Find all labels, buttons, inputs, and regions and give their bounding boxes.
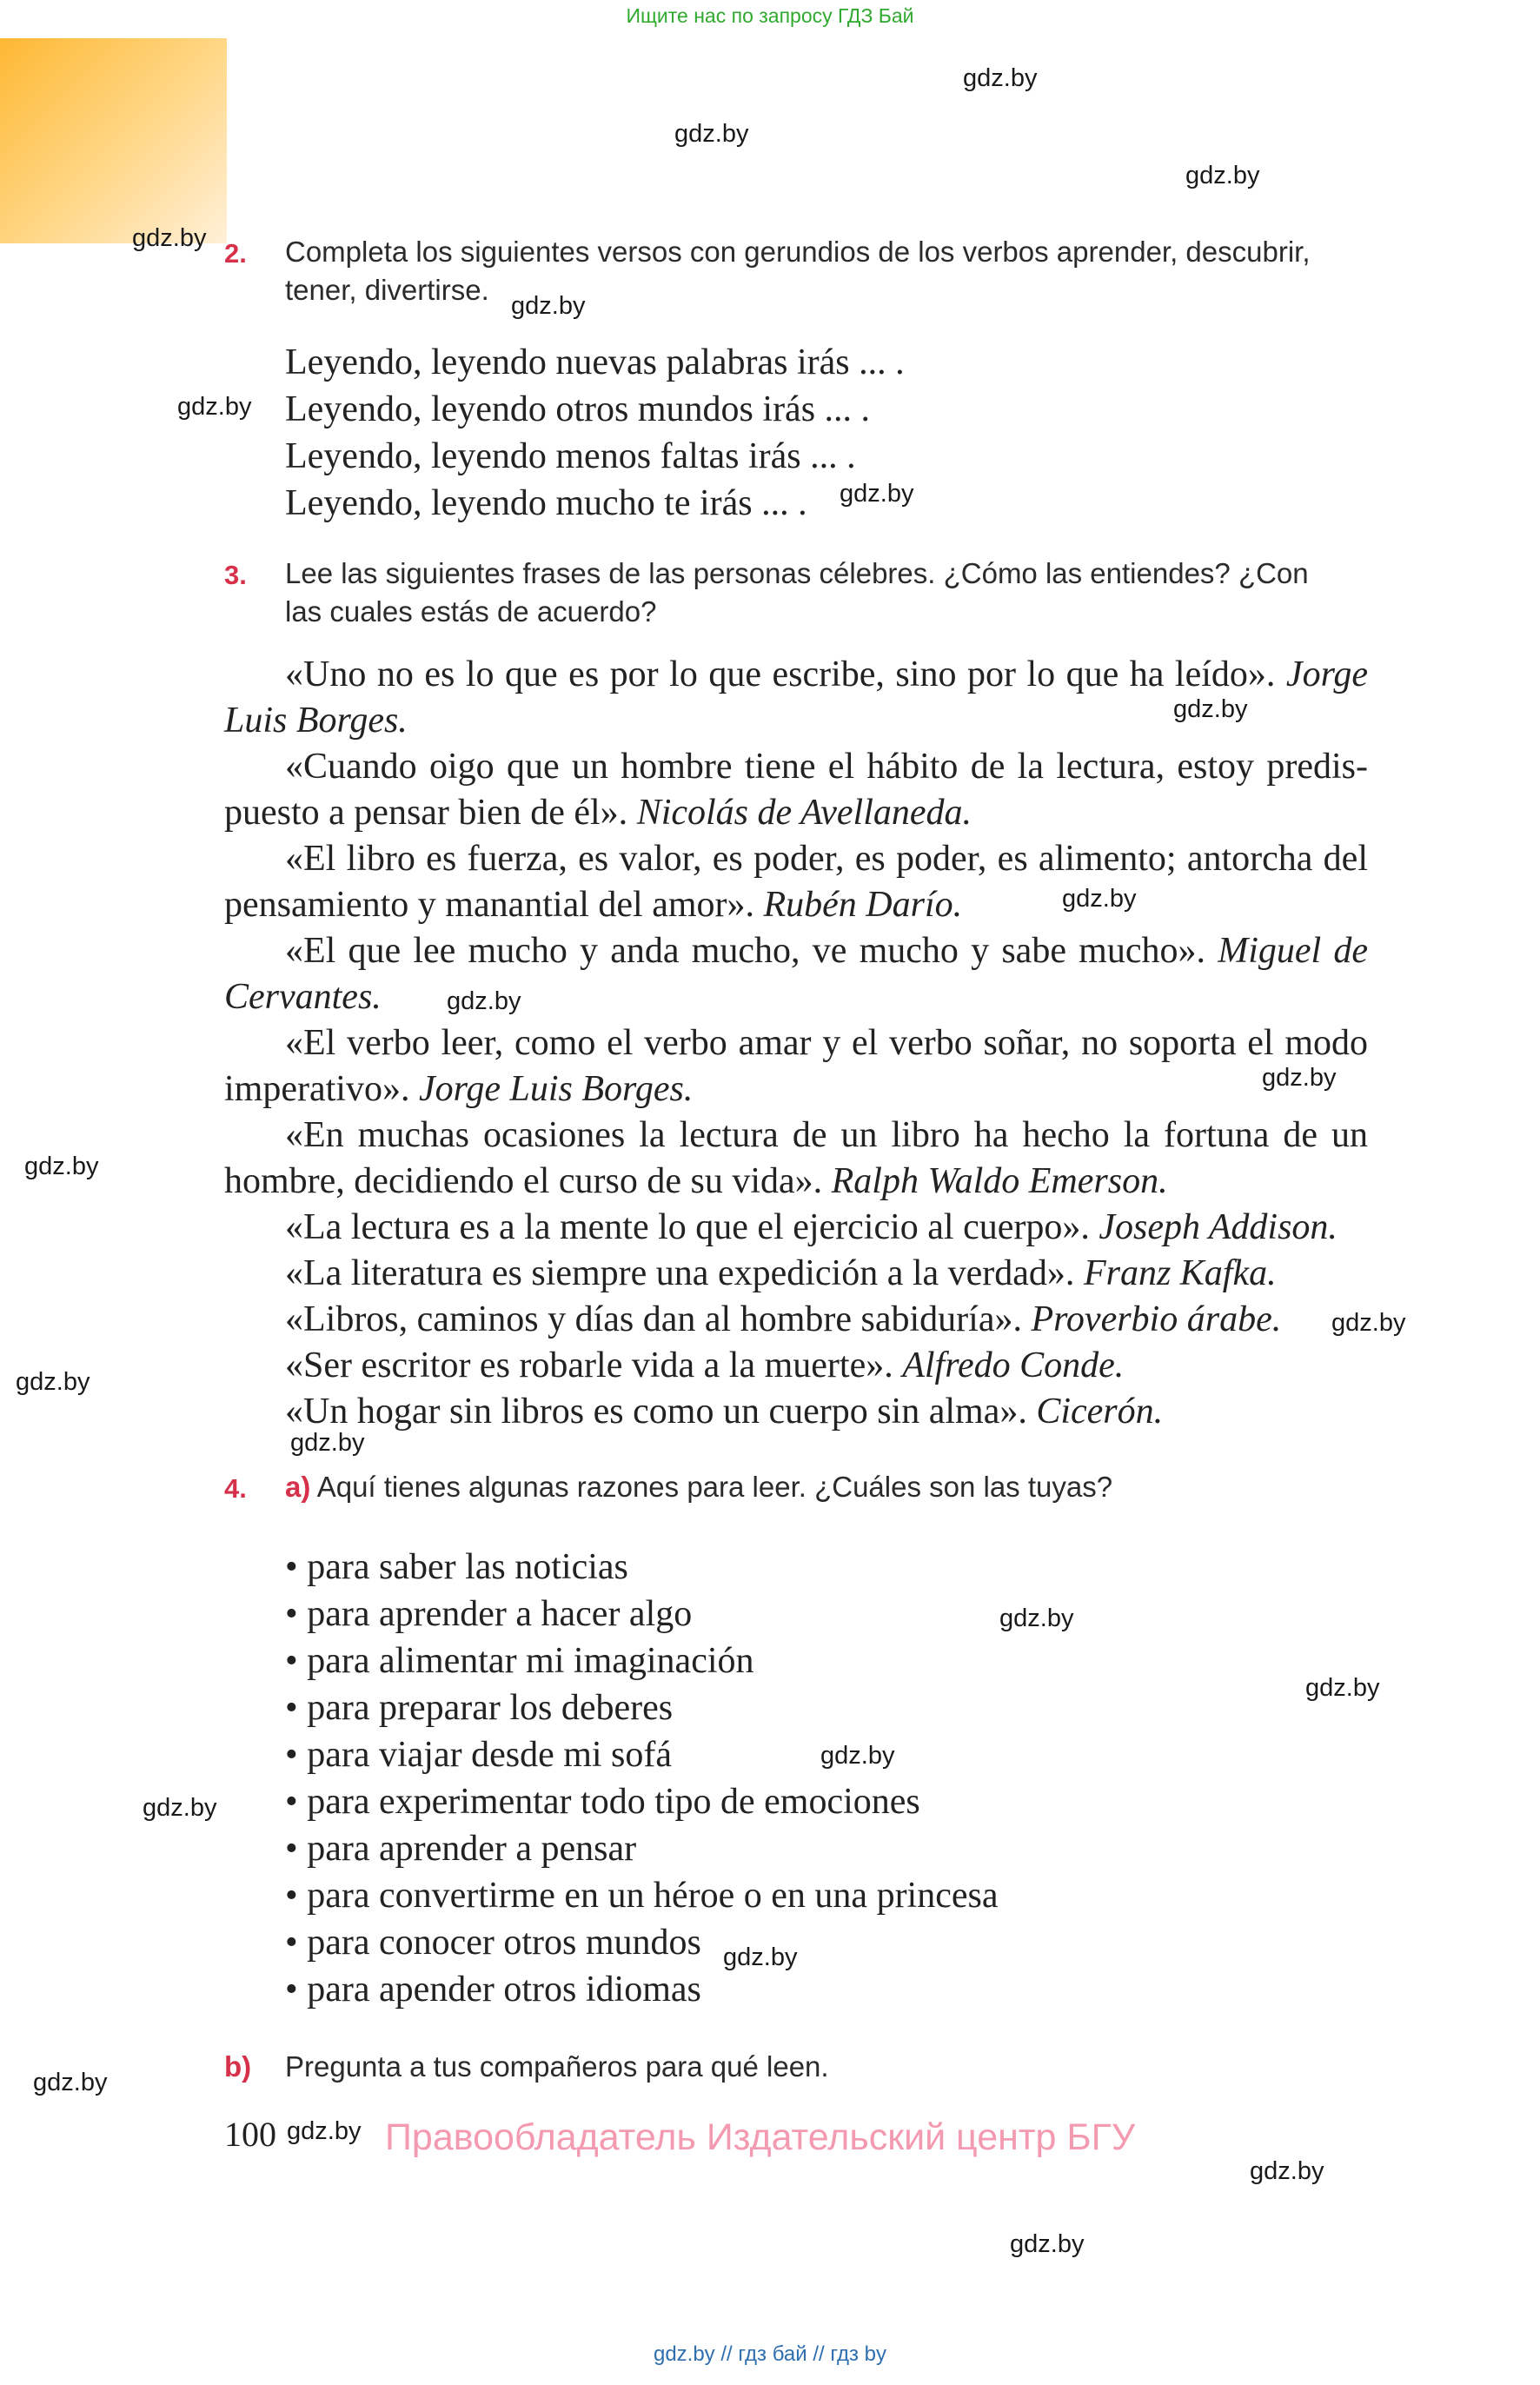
corner-decoration [0,38,227,243]
quote: «Libros, caminos y días dan al hombre sabiduría». Proverbio árabe. [285,1299,1282,1339]
watermark: gdz.by [24,1153,99,1180]
watermark: gdz.by [963,64,1038,92]
watermark: gdz.by [1331,1309,1406,1337]
watermark: gdz.by [723,1943,798,1971]
watermark: gdz.by [287,2117,362,2145]
quote: «La lectura es a la mente lo que el ejercicio al cuerpo». Joseph Addison. [285,1207,1338,1247]
watermark: gdz.by [132,224,207,252]
part-a-text: Aquí tienes algunas razones para leer. ¿Cuáles son las tuyas? [316,1471,1113,1503]
quote: «El libro es fuerza, es valor, es poder, es poder, es alimento; antorcha del pensamiento y manantial del amor». Rubén Darío. [224,839,1368,925]
watermark: gdz.by [840,480,914,508]
watermark: gdz.by [1250,2157,1324,2185]
reason-item: • para aprender a pensar [285,1829,637,1869]
watermark: gdz.by [1185,162,1260,189]
part-b-label: b) [224,2050,252,2083]
exercise-2-number: 2. [224,238,247,269]
reason-item: • para convertirme en un héroe o en una princesa [285,1876,999,1916]
watermark: gdz.by [1010,2230,1085,2258]
copyright-notice: Правообладатель Издательский центр БГУ [385,2116,1136,2158]
watermark: gdz.by [447,987,521,1015]
watermark: gdz.by [143,1794,217,1822]
reason-item: • para alimentar mi imaginación [285,1641,754,1681]
reason-item: • para apender otros idiomas [285,1970,701,2010]
part-b-text: Pregunta a tus compañeros para qué leen. [285,2050,829,2083]
watermark: gdz.by [999,1604,1074,1632]
part-a-label: a) [285,1471,311,1503]
exercise-2-instruction-line2: tener, divertirse. [285,274,489,306]
watermark: gdz.by [674,120,749,148]
watermark: gdz.by [1062,885,1137,913]
footer-links[interactable]: gdz.by // гдз бай // гдз by [653,2342,887,2366]
reason-item: • para preparar los deberes [285,1688,674,1728]
exercise-3-number: 3. [224,560,247,590]
quote: «Cuando oigo que un hombre tiene el hábito de la lectura, estoy predis-puesto a pensar bien de él». Nicolás de Avellaneda. [224,747,1368,833]
top-banner[interactable]: Ищите нас по запросу ГДЗ Бай [626,4,914,27]
watermark: gdz.by [16,1368,90,1396]
exercise-2-instruction-line1: Completa los siguientes versos con gerundios de los verbos aprender, descubrir, [285,236,1311,268]
quote: «En muchas ocasiones la lectura de un libro ha hecho la fortuna de un hombre, decidiendo el curso de su vida». Ralph Waldo Emerson. [224,1115,1368,1201]
watermark: gdz.by [511,292,586,320]
exercise-3-instruction-line1: Lee las siguientes frases de las personas célebres. ¿Cómo las entiendes? ¿Con [285,557,1309,589]
watermark: gdz.by [1173,695,1248,723]
quote: «El que lee mucho y anda mucho, ve mucho y sabe mucho». Miguel de Cervantes. [224,931,1369,1017]
quote: «La literatura es siempre una expedición a la verdad». Franz Kafka. [285,1253,1277,1293]
reason-item: • para conocer otros mundos [285,1923,701,1963]
exercise-4-number: 4. [224,1473,247,1504]
quote: «Un hogar sin libros es como un cuerpo sin alma». Cicerón. [285,1392,1164,1432]
watermark: gdz.by [290,1429,365,1457]
watermark: gdz.by [1262,1064,1337,1092]
quote: «El verbo leer, como el verbo amar y el verbo soñar, no soporta el modo imperativo». Jorge Luis Borges. [224,1023,1368,1109]
reason-item: • para viajar desde mi sofá [285,1735,673,1775]
verse-line: Leyendo, leyendo menos faltas irás ... . [285,436,856,476]
watermark: gdz.by [1305,1674,1380,1702]
watermark: gdz.by [177,393,252,421]
verse-line: Leyendo, leyendo otros mundos irás ... . [285,389,871,429]
exercise-3-instruction-line2: las cuales estás de acuerdo? [285,595,657,628]
quote: «Ser escritor es robarle vida a la muerte». Alfredo Conde. [285,1345,1125,1385]
reason-item: • para saber las noticias [285,1547,628,1587]
verse-line: Leyendo, leyendo mucho te irás ... . [285,483,807,523]
page-number: 100 [224,2115,276,2154]
reason-item: • para experimentar todo tipo de emociones [285,1782,920,1822]
quote: «Uno no es lo que es por lo que escribe, sino por lo que ha leído». Jorge Luis Borges. [224,654,1368,741]
watermark: gdz.by [820,1742,895,1770]
reason-item: • para aprender a hacer algo [285,1594,693,1634]
exercise-4-part-a [285,1468,1112,1506]
verse-line: Leyendo, leyendo nuevas palabras irás ... . [285,342,905,382]
watermark: gdz.by [33,2069,108,2096]
